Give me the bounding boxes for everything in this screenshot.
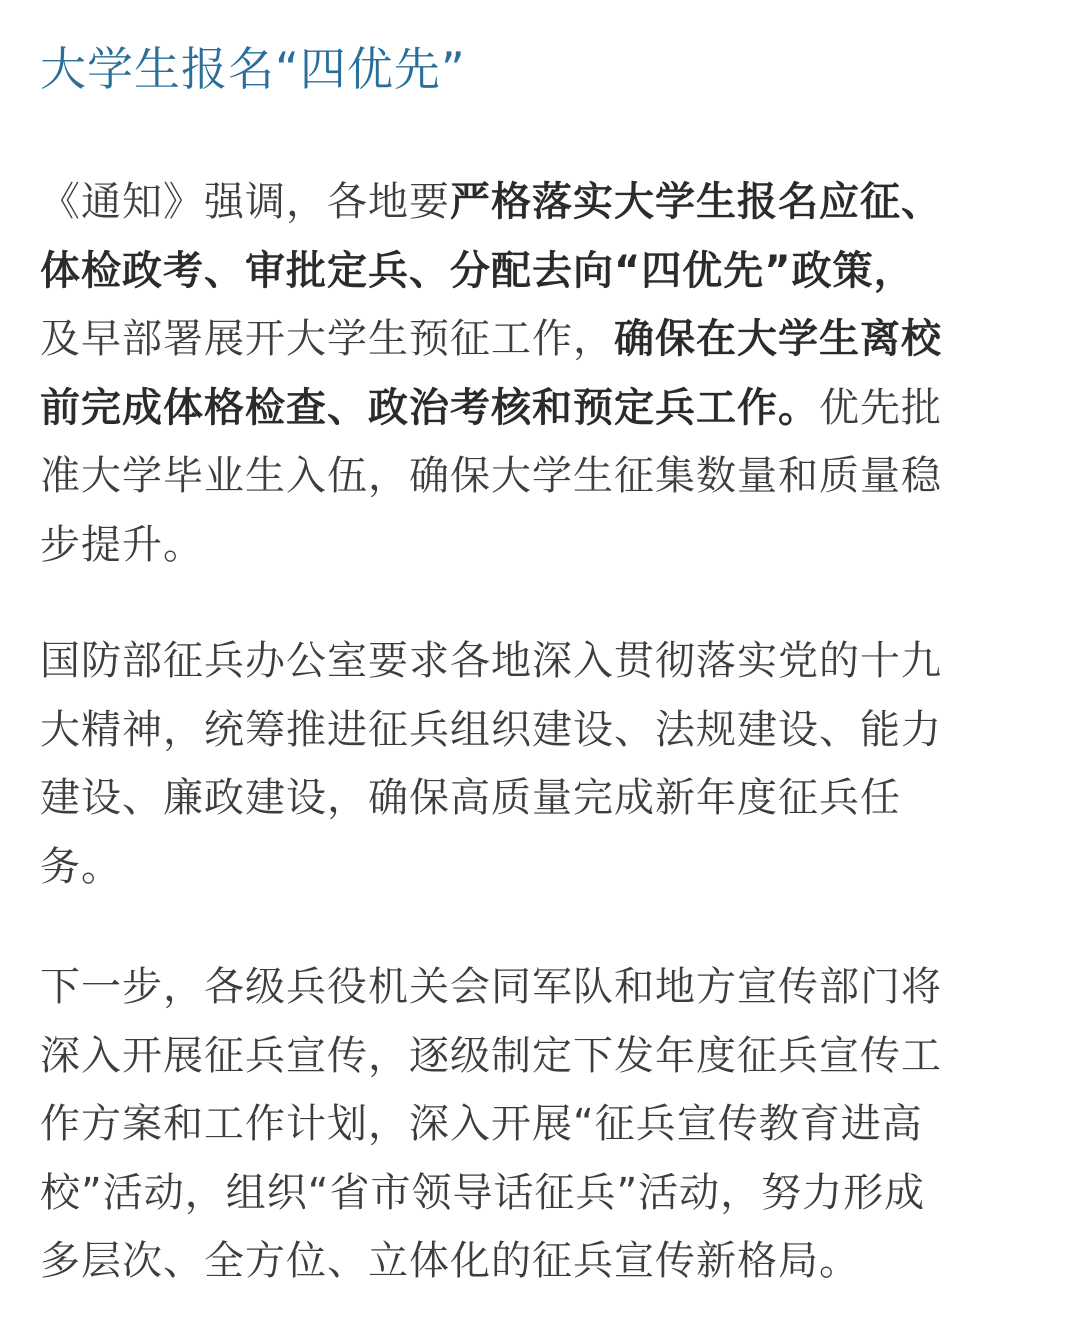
text-line — [40, 953, 1050, 1022]
body-text: 步提升。 — [40, 521, 204, 568]
body-text: 准大学毕业生入伍，确保大学生征集数量和质量稳 — [40, 453, 942, 499]
text-line — [40, 696, 1050, 765]
text-line — [40, 1090, 1050, 1159]
body-text: 国防部征兵办公室要求各地深入贯彻落实党的十九 — [40, 638, 942, 684]
emphasized-text: 前完成体格检查、政治考核和预定兵工作。 — [40, 384, 819, 431]
emphasized-text: 体检政考、审批定兵、分配去向“四优先”政策， — [40, 247, 915, 294]
text-line — [40, 627, 1050, 696]
body-text: 深入开展征兵宣传，逐级制定下发年度征兵宣传工 — [40, 1032, 942, 1079]
body-text: 及早部署展开大学生预征工作， — [40, 316, 614, 362]
body-text: 务。 — [40, 843, 122, 890]
paragraph-next-step — [40, 953, 1050, 1296]
text-line — [40, 374, 1050, 443]
text-line — [40, 833, 1050, 902]
emphasized-text: 严格落实大学生报名应征、 — [450, 179, 942, 225]
text-line — [40, 764, 1050, 833]
text-line — [40, 305, 1050, 374]
paragraph-recruitment-office — [40, 627, 1050, 901]
body-text: 作方案和工作计划，深入开展“征兵宣传教育进高 — [40, 1101, 923, 1147]
paragraph-notice-emphasis — [40, 168, 1050, 579]
text-line — [40, 1022, 1050, 1091]
emphasized-text: 确保在大学生离校 — [614, 316, 942, 362]
body-text: 多层次、全方位、立体化的征兵宣传新格局。 — [40, 1238, 860, 1284]
text-line — [40, 511, 1050, 580]
text-line — [40, 237, 1050, 306]
body-text: 《通知》强调，各地要 — [40, 179, 450, 225]
body-text: 建设、廉政建设，确保高质量完成新年度征兵任 — [40, 775, 901, 821]
text-line — [40, 168, 1050, 237]
body-text: 校”活动，组织“省市领导话征兵”活动，努力形成 — [40, 1169, 926, 1216]
body-text: 下一步，各级兵役机关会同军队和地方宣传部门将 — [40, 964, 942, 1010]
text-line — [40, 1227, 1050, 1296]
body-text: 大精神，统筹推进征兵组织建设、法规建设、能力 — [40, 706, 942, 753]
section-heading: 大学生报名“四优先” — [40, 42, 466, 96]
text-line — [40, 1159, 1050, 1228]
body-text: 优先批 — [819, 384, 942, 431]
article — [40, 0, 1050, 1296]
text-line — [40, 442, 1050, 511]
